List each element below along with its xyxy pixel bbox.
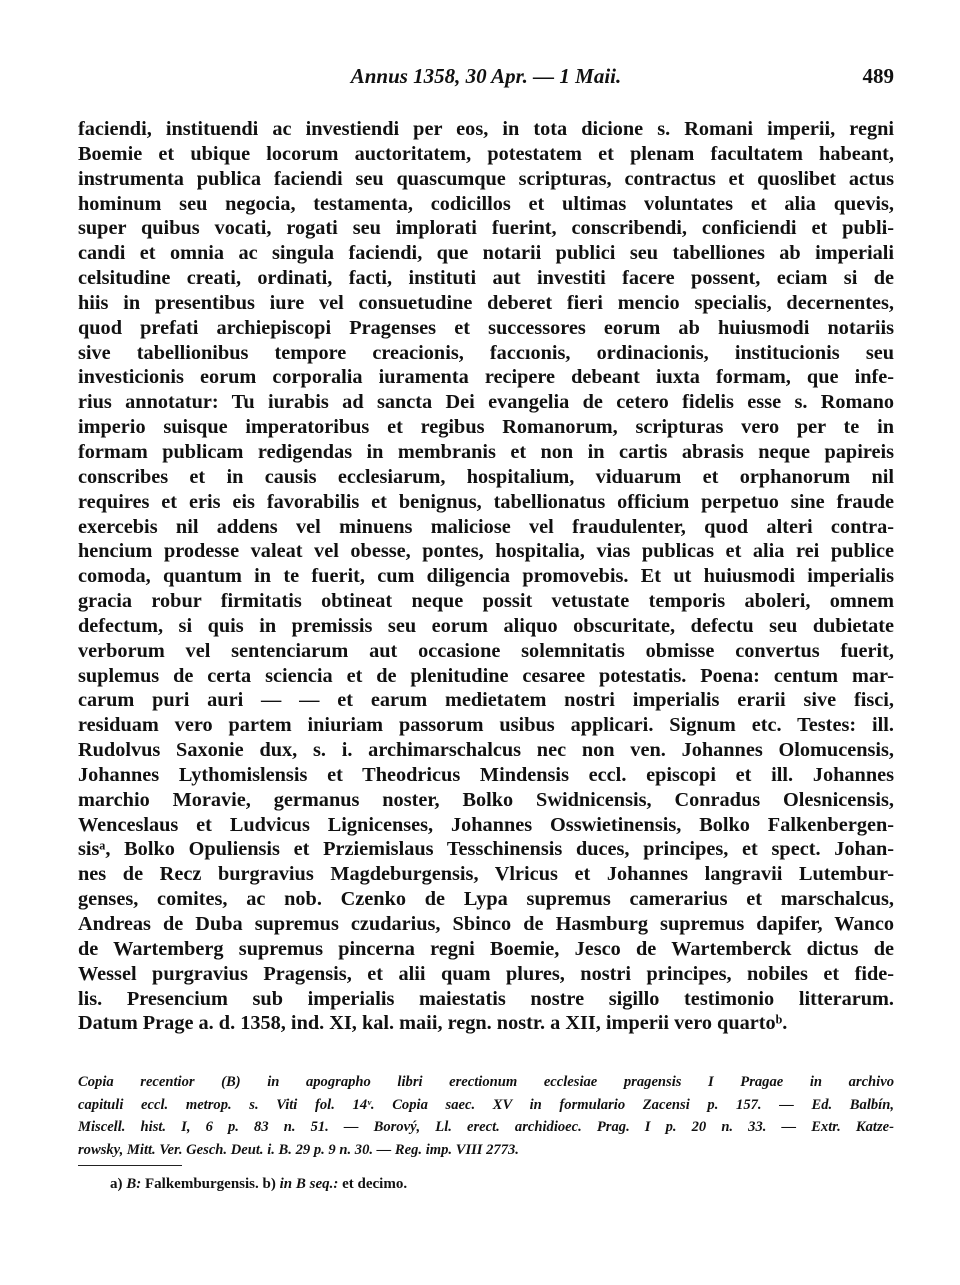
text-line: celsitudine creati, ordinati, facti, instituti aut investiti facere possent, eciam si de: [78, 267, 894, 290]
text-line: requires et eris eis favorabilis et benignus, tabellionatus officium perpetuo sine fraude: [78, 490, 894, 513]
text-line: Datum Prage a. d. 1358, ind. XI, kal. maii, regn. nostr. a XII, imperii vero quartoᵇ.: [78, 1012, 788, 1035]
text-line: carum puri auri — — et earum medietatem nostri imperialis erarii sive fisci,: [78, 689, 894, 712]
text-line: verborum vel sentenciarum aut occasione solemnitatis obmisse convertus fuerit,: [78, 639, 894, 662]
text-line: genses, comites, ac nob. Czenko de Lypa supremus camerarius et marschalcus,: [78, 888, 894, 911]
page-number: 489: [862, 64, 894, 88]
source-note-line: capituli eccl. metrop. s. Viti fol. 14ᵛ. Copia saec. XV in formulario Zacensi p. 157. — Ed. Balbín,: [78, 1096, 894, 1113]
text-line: Wessel purgravius Pragensis, et alii quam plures, nostri principes, nobiles et fide-: [78, 962, 894, 985]
footnote-a-text: Falkemburgensis.: [145, 1176, 259, 1192]
text-line: Johannes Lythomislensis et Theodricus Mindensis eccl. episcopi et ill. Johannes: [78, 763, 894, 786]
footnote-b-prefix: in B seq.:: [279, 1176, 339, 1192]
text-line: lis. Presencium sub imperialis maiestatis nostre sigillo testimonio litterarum.: [78, 987, 894, 1010]
text-line: imperio suisque imperatoribus et regibus Romanorum, scripturas vero per te in: [78, 416, 894, 439]
footnote-divider: [78, 1165, 182, 1166]
text-line: instrumenta publica faciendi seu quascumque scripturas, contractus et quoslibet actus: [78, 167, 894, 190]
text-line: sive tabellionibus tempore creacionis, faccıonis, ordinacionis, institucionis seu: [78, 341, 894, 364]
text-line: rius annotatur: Tu iurabis ad sancta Dei evangelia de cetero fidelis esse s. Romano: [78, 391, 894, 414]
text-line: sisᵃ, Bolko Opuliensis et Prziemislaus Tesschinensis duces, principes, et spect. Johan-: [78, 838, 894, 861]
text-line: hominum seu negocia, testamenta, codicillos et ultimas voluntates et alia quevis,: [78, 192, 894, 215]
text-line: formam publicam redigendas in membranis et non in cartis abrasis neque papireis: [78, 440, 894, 463]
text-line: defectum, si quis in premissis seu eorum aliquo obscuritate, defectu seu dubietate: [78, 614, 894, 637]
footnote-b-marker: b): [262, 1176, 276, 1192]
text-line: investicionis eorum corporalia iuramenta recipere debeant iuxta formam, que infe-: [78, 366, 894, 389]
text-line: Rudolvus Saxonie dux, s. i. archimarschalcus nec non ven. Johannes Olomucensis,: [78, 739, 894, 762]
text-line: Andreas de Duba supremus czudarius, Sbinco de Hasmburg supremus dapifer, Wanco: [78, 913, 894, 935]
text-line: residuam vero partem iniuriam passorum usibus applicari. Signum etc. Testes: ill.: [78, 714, 894, 737]
source-note-line: Miscell. hist. I, 6 p. 83 n. 51. — Borový, Ll. erect. archidioec. Prag. I p. 20 n. 33. — Extr. Katze-: [78, 1119, 894, 1135]
text-line: super quibus vocati, rogati seu implorati fuerint, conscribendi, conficiendi et publi-: [78, 217, 894, 240]
page-header: [78, 62, 894, 94]
text-line: Wenceslaus et Ludvicus Lignicenses, Johannes Osswietinensis, Bolko Falkenbergen-: [78, 813, 894, 836]
text-line: hiis in presentibus iure vel consuetudine deberet fieri mencio specialis, decernentes,: [78, 291, 894, 314]
text-line: Boemie et ubique locorum auctoritatem, potestatem et plenam facultatem habeant,: [78, 142, 894, 165]
text-line: exercebis nil addens vel minuens maliciose vel fraudulenter, quod alteri contra-: [78, 515, 894, 538]
source-note-line: rowsky, Mitt. Ver. Gesch. Deut. i. B. 29 p. 9 n. 30. — Reg. imp. VIII 2773.: [78, 1141, 519, 1158]
text-line: faciendi, instituendi ac investiendi per eos, in tota dicione s. Romani imperii, regni: [78, 118, 894, 140]
footnote-a-sigil: B:: [126, 1176, 142, 1192]
source-note-line: Copia recentior (B) in apographo libri erectionum ecclesiae pragensis I Pragae in archivo: [78, 1074, 894, 1090]
text-line: comoda, quantum in te fuerit, cum diligencia promovebis. Et ut huiusmodi imperialis: [78, 565, 894, 588]
source-note: [78, 1071, 894, 1161]
running-title: Annus 1358, 30 Apr. — 1 Maii.: [350, 64, 622, 88]
text-line: de Wartemberg supremus pincerna regni Boemie, Jesco de Wartemberck dictus de: [78, 937, 894, 960]
main-text: [78, 117, 894, 1036]
text-line: hencium prodesse valeat vel obesse, pontes, hospitalia, vias publicas et alia rei publice: [78, 540, 894, 563]
text-line: gracia robur firmitatis obtineat neque possit vetustate temporis aboleri, omnem: [78, 590, 894, 613]
text-line: conscribes et in causis ecclesiarum, hospitalium, viduarum et orphanorum nil: [78, 465, 894, 488]
footnote-b-text: et decimo.: [342, 1176, 408, 1192]
text-line: quod prefati archiepiscopi Pragenses et successores eorum ab huiusmodi notariis: [78, 316, 894, 339]
footnotes: [110, 1176, 407, 1193]
text-line: suplemus de certa sciencia et de plenitudine cesaree potestatis. Poena: centum mar-: [78, 664, 894, 687]
footnote-a-marker: a): [110, 1176, 123, 1192]
text-line: nes de Recz burgravius Magdeburgensis, Vlricus et Johannes langravii Lutembur-: [78, 863, 894, 886]
text-line: marchio Moravie, germanus noster, Bolko Swidnicensis, Conradus Olesnicensis,: [78, 788, 894, 811]
text-line: candi et omnia ac singula faciendi, que notarii publici seu tabelliones ab imperiali: [78, 242, 894, 265]
